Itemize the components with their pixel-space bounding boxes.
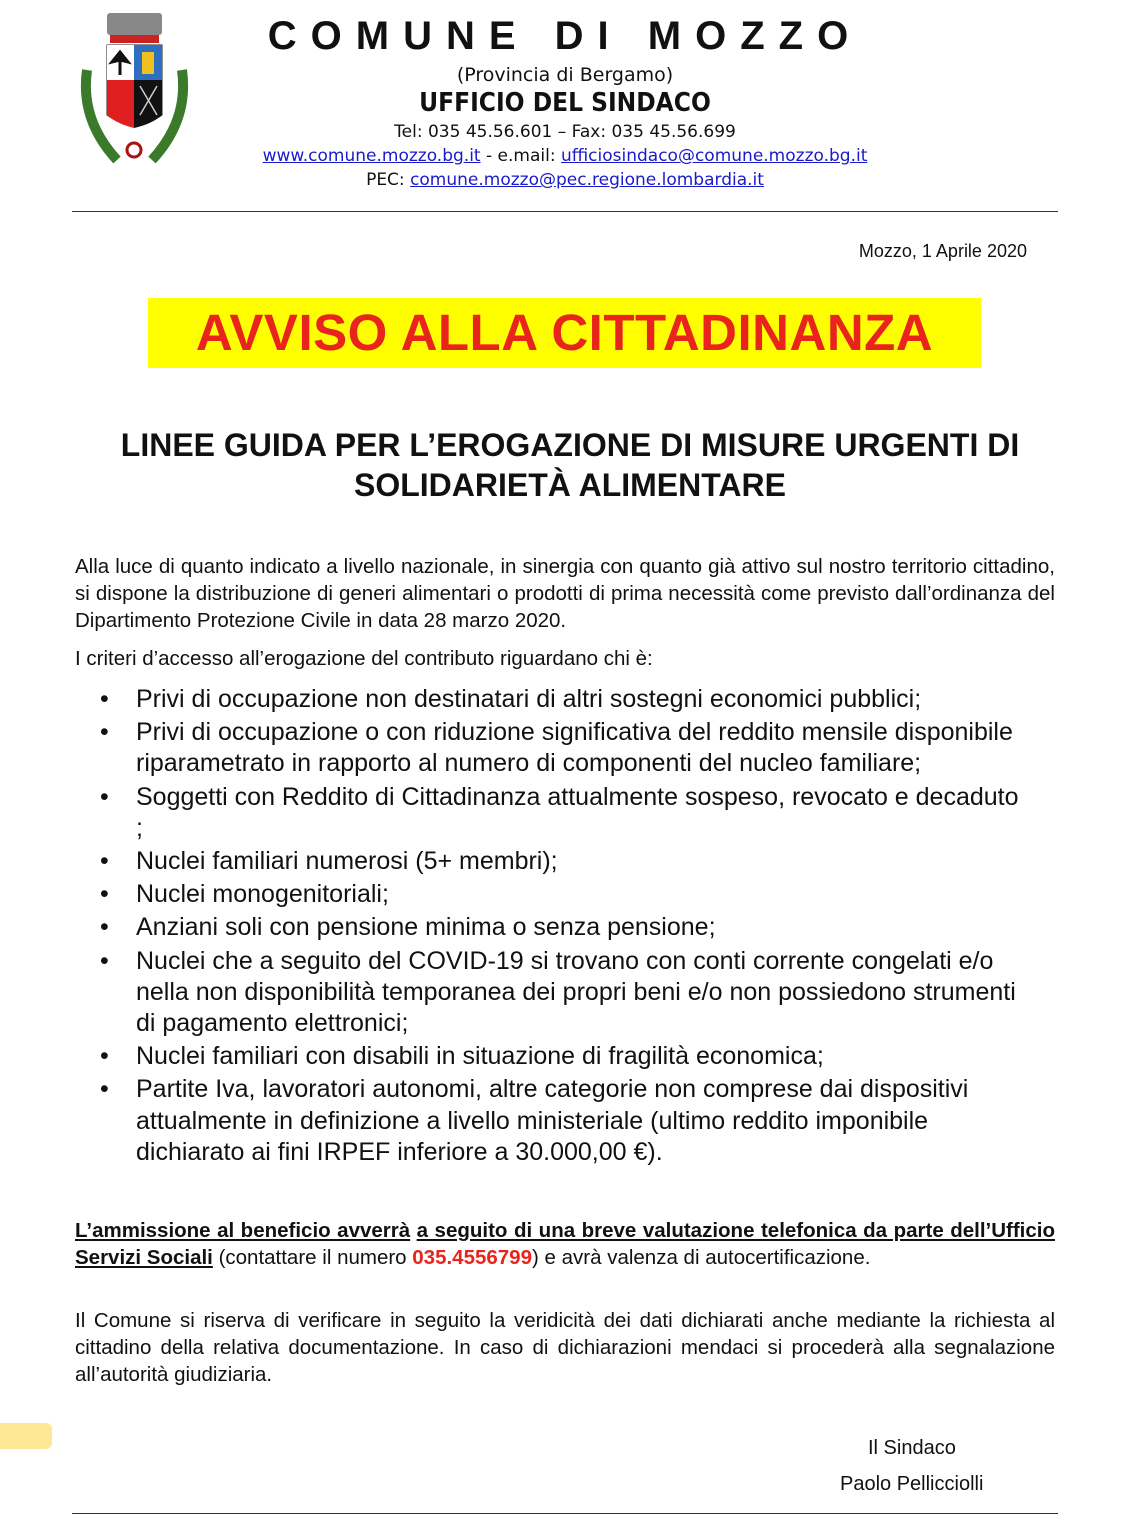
yellow-highlight-mark: [0, 1423, 52, 1449]
criteria-item: [100, 946, 1030, 1040]
criteria-item: [100, 1074, 1030, 1168]
footer-divider: [72, 1513, 1058, 1514]
signature-name: Paolo Pellicciolli: [840, 1473, 984, 1495]
criteria-item: [100, 782, 1030, 844]
pec-label: PEC:: [366, 170, 411, 190]
criteria-item: [100, 717, 1030, 779]
phone-fax: Tel: 035 45.56.601 – Fax: 035 45.56.699: [394, 122, 736, 142]
bullet-icon: •: [100, 946, 109, 975]
heading-line-1: LINEE GUIDA PER L’EROGAZIONE DI MISURE URGENTI DI: [120, 427, 1020, 463]
email-label: - e.mail:: [480, 146, 561, 166]
criteria-list: [100, 684, 1030, 1170]
criteria-text: Anziani soli con pensione minima o senza pensione;: [136, 913, 716, 942]
bullet-icon: •: [100, 685, 109, 713]
document-heading: [60, 425, 1080, 505]
pec-line: [240, 170, 890, 190]
social-services-phone: 035.4556799: [412, 1246, 532, 1269]
bullet-icon: •: [100, 1075, 109, 1104]
criteria-intro: I criteri d’accesso all’erogazione del contributo riguardano chi è:: [75, 647, 653, 670]
header-divider: [72, 211, 1058, 212]
document-date: Mozzo, 1 Aprile 2020: [858, 241, 1027, 261]
verification-paragraph: Il Comune si riserva di verificare in seguito la veridicità dei dati dichiarati anche mediante la richiesta al cittadino della relativa documentazione. In caso di dichiarazioni mendaci si procederà alla segnalazione all’autorità giudiziaria.: [75, 1309, 1055, 1386]
criteria-text: Nuclei familiari con disabili in situazione di fragilità economica;: [136, 1042, 824, 1071]
notice-banner: AVVISO ALLA CITTADINANZA: [148, 298, 981, 368]
bullet-icon: •: [100, 913, 109, 942]
bullet-icon: •: [100, 847, 109, 876]
bullet-icon: •: [100, 782, 109, 811]
criteria-item: [100, 912, 1030, 943]
admission-part-1: L’ammissione al beneficio avverrà: [75, 1219, 411, 1242]
intro-paragraph: Alla luce di quanto indicato a livello nazionale, in sinergia con quanto già attivo sul nostro territorio cittadino, si dispone la distribuzione di generi alimentari o prodotti di prima necessità come previsto dall’ordinanza del Dipartimento Protezione Civile in data 28 marzo 2020.: [75, 555, 1055, 632]
signature-role: Il Sindaco: [868, 1437, 956, 1459]
criteria-text: Partite Iva, lavoratori autonomi, altre categorie non comprese dai dispositivi attualmente in definizione a livello ministeriale (ultimo reddito imponibile dichiarato ai fini IRPEF inferiore a 30.000,00 €).: [136, 1075, 969, 1166]
admission-part-2: a seguito di una breve valutazione telefonica da parte dell’Ufficio Servizi Sociali: [75, 1219, 1056, 1269]
email-link[interactable]: ufficiosindaco@comune.mozzo.bg.it: [560, 146, 868, 166]
criteria-text: Nuclei familiari numerosi (5+ membri);: [136, 847, 558, 876]
bullet-icon: •: [100, 718, 109, 747]
admission-part-3: (contattare il numero: [212, 1246, 413, 1269]
criteria-text: Nuclei che a seguito del COVID-19 si trovano con conti corrente congelati e/o nella non disponibilità temporanea dei propri beni e/o non possiedono strumenti di pagamento elettronici;: [136, 946, 1016, 1038]
criteria-text: Privi di occupazione o con riduzione significativa del reddito mensile disponibile riparametrato in rapporto al numero di componenti del nucleo familiare;: [136, 718, 1013, 778]
criteria-text: Soggetti con Reddito di Cittadinanza attualmente sospeso, revocato e decaduto ;: [136, 782, 1019, 842]
admission-paragraph: [75, 1217, 1055, 1271]
office-name: UFFICIO DEL SINDACO: [419, 88, 711, 118]
criteria-item: [100, 846, 1030, 877]
bullet-icon: •: [100, 1042, 109, 1071]
criteria-text: Nuclei monogenitoriali;: [136, 880, 389, 909]
municipality-name: COMUNE DI MOZZO: [267, 14, 863, 58]
coat-of-arms-logo: [72, 10, 197, 170]
criteria-text: Privi di occupazione non destinatari di altri sostegni economici pubblici;: [136, 685, 922, 713]
criteria-item: [100, 684, 1030, 715]
province: (Provincia di Bergamo): [456, 64, 674, 86]
bullet-icon: •: [100, 880, 109, 909]
heading-line-2: SOLIDARIETÀ ALIMENTARE: [354, 467, 786, 503]
contact-line: [240, 146, 890, 166]
criteria-item: [100, 879, 1030, 910]
website-link[interactable]: www.comune.mozzo.bg.it: [262, 146, 481, 166]
criteria-item: [100, 1041, 1030, 1072]
pec-link[interactable]: comune.mozzo@pec.regione.lombardia.it: [410, 170, 764, 190]
admission-part-4: ) e avrà valenza di autocertificazione.: [532, 1246, 871, 1269]
